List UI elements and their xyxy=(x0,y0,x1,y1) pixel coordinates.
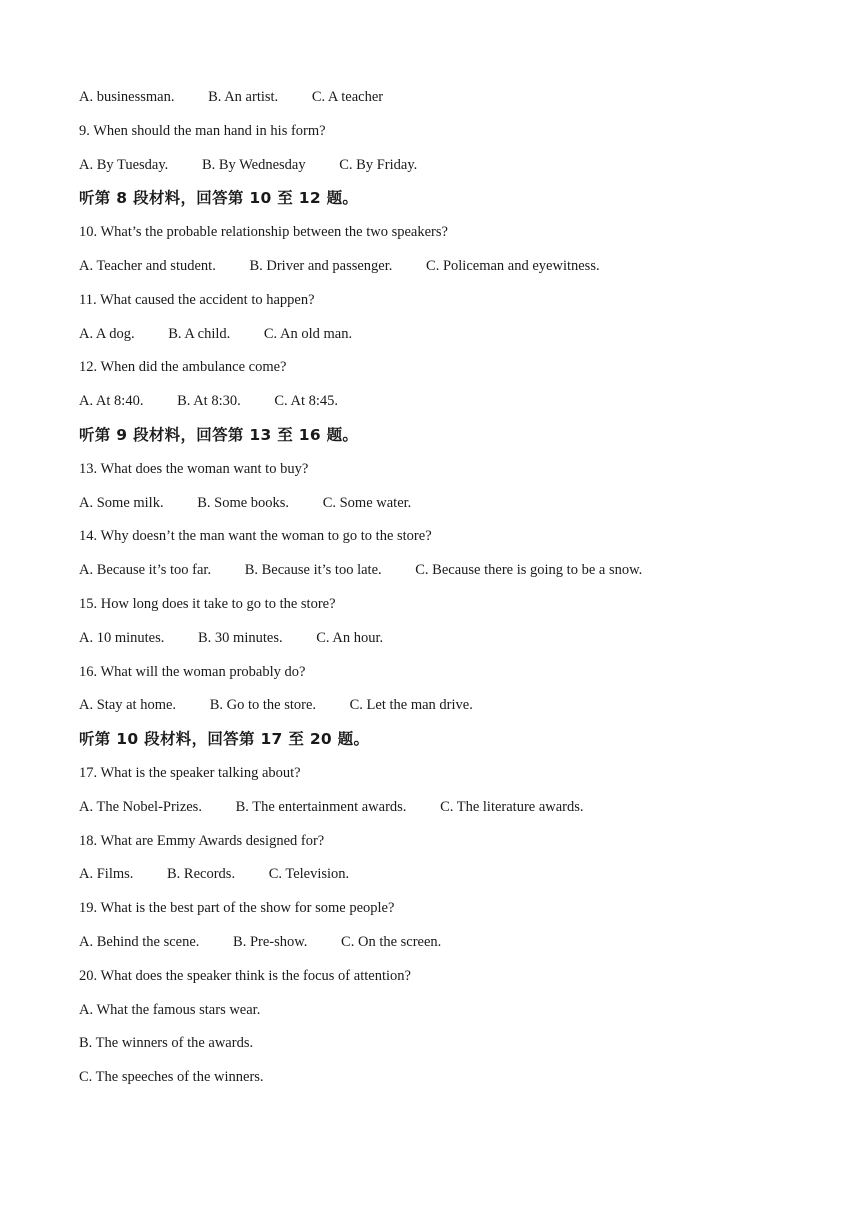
q20-option-c: C. The speeches of the winners. xyxy=(79,1069,264,1086)
q17-option-a: A. The Nobel-Prizes. xyxy=(79,798,202,815)
q9-options xyxy=(79,154,819,188)
q11-option-c: C. An old man. xyxy=(263,325,353,342)
q10-options xyxy=(79,255,819,289)
section-10-heading: 听第 10 段材料，回答第 17 至 20 题。 xyxy=(79,730,370,749)
q19-option-c: C. On the screen. xyxy=(341,933,442,950)
q18-options xyxy=(79,863,819,897)
q13-option-b: B. Some books. xyxy=(197,494,290,511)
q17-options xyxy=(79,796,819,830)
q18-option-c: C. Television. xyxy=(268,866,350,883)
q20-option-b: B. The winners of the awards. xyxy=(79,1035,254,1052)
q19-options xyxy=(79,931,819,965)
q8-option-a: A. businessman. xyxy=(79,89,175,105)
q17-question: 17. What is the speaker talking about? xyxy=(79,764,301,781)
q15-question: 15. How long does it take to go to the store? xyxy=(79,595,336,612)
q15-option-a: A. 10 minutes. xyxy=(79,629,165,646)
q11-option-b: B. A child. xyxy=(168,325,231,342)
q20-option-a: A. What the famous stars wear. xyxy=(79,1001,261,1018)
q16-options xyxy=(79,694,819,728)
q9-option-a: A. By Tuesday. xyxy=(79,156,169,173)
q12-option-a: A. At 8:40. xyxy=(79,393,144,410)
section-9-heading: 听第 9 段材料，回答第 13 至 16 题。 xyxy=(79,425,359,444)
q19-option-a: A. Behind the scene. xyxy=(79,933,200,950)
q16-option-b: B. Go to the store. xyxy=(209,697,317,714)
q8-option-b: B. An artist. xyxy=(208,89,279,105)
q19-question: 19. What is the best part of the show for some people? xyxy=(79,900,395,917)
q16-option-c: C. Let the man drive. xyxy=(349,697,473,714)
q12-option-c: C. At 8:45. xyxy=(274,393,339,410)
q18-question: 18. What are Emmy Awards designed for? xyxy=(79,832,325,849)
q14-option-a: A. Because it’s too far. xyxy=(79,562,212,579)
q11-options xyxy=(79,323,819,357)
q13-option-c: C. Some water. xyxy=(322,494,412,511)
q14-option-b: B. Because it’s too late. xyxy=(244,562,382,579)
q12-question: 12. When did the ambulance come? xyxy=(79,359,287,376)
q14-options xyxy=(79,559,819,593)
q9-option-b: B. By Wednesday xyxy=(201,156,306,173)
q14-option-c: C. Because there is going to be a snow. xyxy=(415,562,643,579)
q15-options xyxy=(79,627,819,661)
q20-question: 20. What does the speaker think is the focus of attention? xyxy=(79,967,411,984)
q13-option-a: A. Some milk. xyxy=(79,494,164,511)
q11-question: 11. What caused the accident to happen? xyxy=(79,291,315,308)
q17-option-b: B. The entertainment awards. xyxy=(235,798,407,815)
q9-option-c: C. By Friday. xyxy=(339,156,418,173)
exam-page xyxy=(79,86,819,1100)
q15-option-c: C. An hour. xyxy=(316,629,384,646)
section-8-heading: 听第 8 段材料，回答第 10 至 12 题。 xyxy=(79,189,359,208)
q14-question: 14. Why doesn’t the man want the woman to go to the store? xyxy=(79,528,432,545)
q13-options xyxy=(79,492,819,526)
q16-option-a: A. Stay at home. xyxy=(79,697,177,714)
q9-question: 9. When should the man hand in his form? xyxy=(79,122,326,139)
q19-option-b: B. Pre-show. xyxy=(233,933,308,950)
q16-question: 16. What will the woman probably do? xyxy=(79,663,306,680)
q15-option-b: B. 30 minutes. xyxy=(198,629,283,646)
q18-option-b: B. Records. xyxy=(167,866,236,883)
q8-options xyxy=(79,86,819,120)
q10-question: 10. What’s the probable relationship between the two speakers? xyxy=(79,224,448,241)
q12-option-b: B. At 8:30. xyxy=(177,393,241,410)
q10-option-b: B. Driver and passenger. xyxy=(249,257,393,274)
q13-question: 13. What does the woman want to buy? xyxy=(79,460,309,477)
q10-option-a: A. Teacher and student. xyxy=(79,257,216,274)
q12-options xyxy=(79,390,819,424)
q11-option-a: A. A dog. xyxy=(79,325,135,342)
q17-option-c: C. The literature awards. xyxy=(440,798,584,815)
q18-option-a: A. Films. xyxy=(79,866,134,883)
q8-option-c: C. A teacher xyxy=(311,89,384,105)
q10-option-c: C. Policeman and eyewitness. xyxy=(426,257,600,274)
